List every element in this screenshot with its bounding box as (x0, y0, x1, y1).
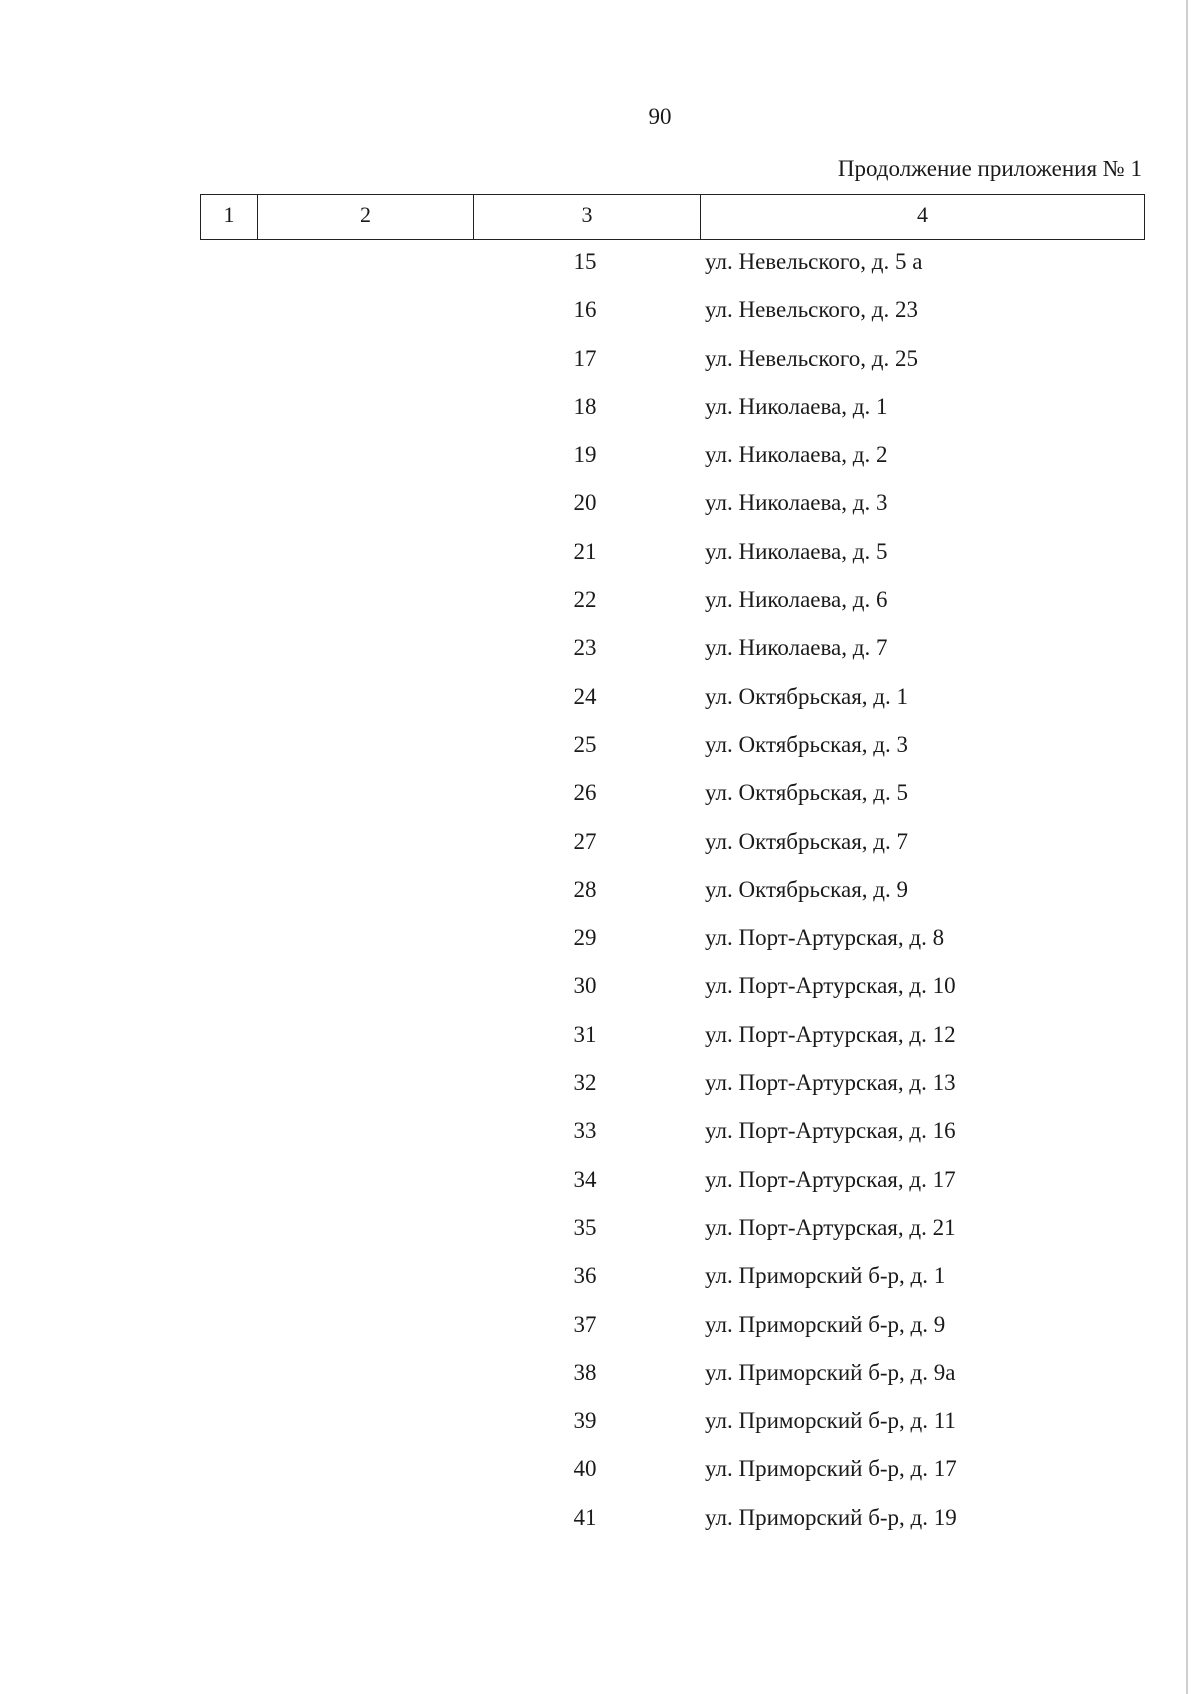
row-address: ул. Приморский б-р, д. 1 (705, 1263, 946, 1289)
row-number: 16 (573, 297, 597, 323)
row-address: ул. Невельского, д. 5 а (705, 249, 923, 274)
table-row (0, 297, 1200, 345)
header-cell-1: 1 (201, 195, 258, 239)
row-number: 19 (573, 442, 597, 468)
row-address: ул. Приморский б-р, д. 11 (705, 1408, 956, 1434)
row-address: ул. Приморский б-р, д. 19 (705, 1504, 957, 1530)
row-address: ул. Октябрьская, д. 5 (705, 780, 908, 806)
table-row (0, 829, 1200, 877)
row-address: ул. Невельского, д. 23 (705, 297, 918, 323)
row-number: 26 (573, 780, 597, 806)
table-row (0, 684, 1200, 732)
row-address: ул. Невельского, д. 25 (705, 345, 918, 371)
table-row (0, 877, 1200, 925)
header-cell-4: 4 (917, 202, 928, 227)
table-row (0, 394, 1200, 442)
table-body (0, 249, 1200, 1553)
row-number: 35 (573, 1214, 597, 1240)
row-number: 17 (573, 345, 597, 371)
row-address: ул. Приморский б-р, д. 9 (705, 1311, 946, 1337)
table-row (0, 539, 1200, 587)
table-row (0, 1070, 1200, 1118)
row-address: ул. Октябрьская, д. 9 (705, 876, 908, 902)
row-number: 38 (573, 1359, 597, 1385)
table-row (0, 442, 1200, 490)
table-row (0, 1408, 1200, 1456)
page-number: 90 (648, 104, 672, 129)
row-address: ул. Николаева, д. 3 (705, 490, 888, 516)
table-row (0, 490, 1200, 538)
row-number: 28 (573, 876, 597, 902)
table-row (0, 780, 1200, 828)
row-address: ул. Николаева, д. 6 (705, 587, 888, 613)
row-address: ул. Порт-Артурская, д. 21 (705, 1214, 956, 1240)
row-number: 40 (573, 1456, 597, 1482)
table-row (0, 635, 1200, 683)
appendix-continuation-note: Продолжение приложения № 1 (837, 156, 1142, 181)
row-number: 21 (573, 538, 597, 564)
row-number: 25 (573, 731, 597, 757)
table-row (0, 1312, 1200, 1360)
table-header (200, 194, 1145, 240)
table-row (0, 925, 1200, 973)
row-number: 37 (573, 1311, 597, 1337)
row-address: ул. Николаева, д. 1 (705, 393, 888, 419)
row-number: 31 (573, 1021, 597, 1047)
row-address: ул. Порт-Артурская, д. 8 (705, 925, 945, 951)
row-address: ул. Октябрьская, д. 3 (705, 731, 908, 757)
row-address: ул. Порт-Артурская, д. 17 (705, 1166, 956, 1192)
row-address: ул. Октябрьская, д. 7 (705, 828, 908, 854)
table-row (0, 1215, 1200, 1263)
table-row (0, 249, 1200, 297)
table-row (0, 346, 1200, 394)
row-number: 33 (573, 1118, 597, 1144)
table-row (0, 1456, 1200, 1504)
header-cell-2: 2 (258, 195, 474, 239)
row-number: 23 (573, 635, 597, 661)
table-row (0, 973, 1200, 1021)
row-number: 30 (573, 973, 597, 999)
row-number: 29 (573, 925, 597, 951)
row-number: 34 (573, 1166, 597, 1192)
table-row (0, 1360, 1200, 1408)
row-number: 27 (573, 828, 597, 854)
row-number: 20 (573, 490, 597, 516)
row-address: ул. Николаева, д. 5 (705, 538, 888, 564)
row-address: ул. Порт-Артурская, д. 16 (705, 1118, 956, 1144)
row-address: ул. Николаева, д. 2 (705, 442, 888, 468)
row-number: 15 (573, 249, 597, 274)
row-address: ул. Приморский б-р, д. 9а (705, 1359, 956, 1385)
table-row (0, 587, 1200, 635)
row-number: 24 (573, 683, 597, 709)
row-number: 41 (573, 1504, 597, 1530)
row-address: ул. Николаева, д. 7 (705, 635, 888, 661)
row-number: 36 (573, 1263, 597, 1289)
table-row (0, 1505, 1200, 1553)
row-address: ул. Порт-Артурская, д. 10 (705, 973, 956, 999)
row-number: 39 (573, 1408, 597, 1434)
row-number: 18 (573, 393, 597, 419)
row-address: ул. Октябрьская, д. 1 (705, 683, 908, 709)
row-address: ул. Приморский б-р, д. 17 (705, 1456, 957, 1482)
row-address: ул. Порт-Артурская, д. 12 (705, 1021, 956, 1047)
header-cell-3: 3 (474, 195, 701, 239)
table-row (0, 1167, 1200, 1215)
row-address: ул. Порт-Артурская, д. 13 (705, 1070, 956, 1096)
table-row (0, 732, 1200, 780)
table-row (0, 1118, 1200, 1166)
table-row (0, 1022, 1200, 1070)
row-number: 22 (573, 587, 597, 613)
table-row (0, 1263, 1200, 1311)
row-number: 32 (573, 1070, 597, 1096)
